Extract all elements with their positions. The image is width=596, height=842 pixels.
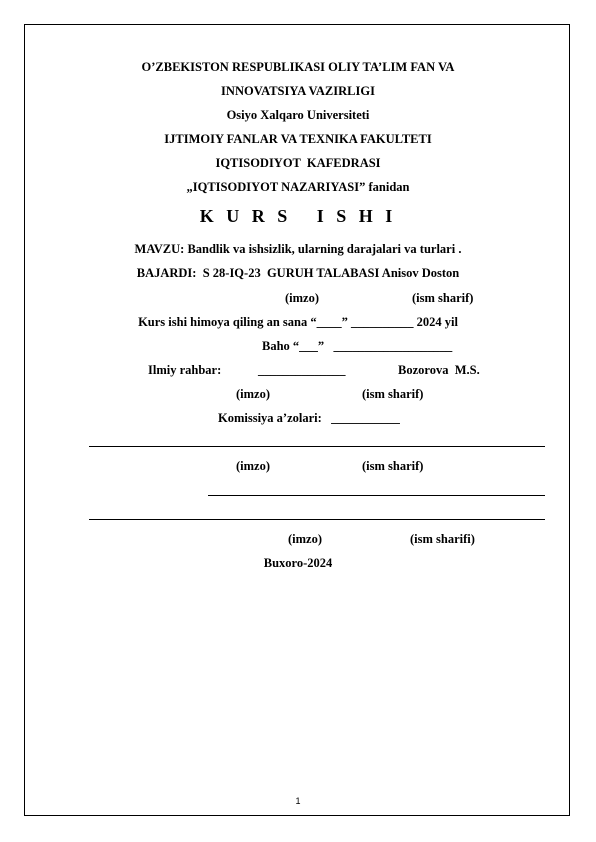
page-number: 1: [295, 796, 301, 806]
supervisor-blank: ______________: [258, 363, 346, 377]
signature-rule: [89, 446, 545, 447]
signature-label: (imzo): [236, 459, 271, 473]
author-line: BAJARDI: S 28-IQ-23 GURUH TALABASI Anisov Doston: [136, 266, 460, 280]
grade-line: Baho “___” ___________________: [262, 339, 453, 353]
signature-label: (imzo): [288, 532, 323, 546]
signature-rule: [208, 495, 545, 496]
signature-rule: [89, 519, 545, 520]
document-title: K U R S I S H I: [199, 206, 397, 226]
commission-line: Komissiya a’zolari: ___________: [218, 411, 400, 425]
university-name: Osiyo Xalqaro Universiteti: [226, 108, 370, 122]
name-label: (ism sharif): [362, 459, 424, 473]
city-year: Buxoro-2024: [263, 556, 333, 570]
name-label: (ism sharif): [362, 387, 424, 401]
supervisor-label: Ilmiy rahbar:: [148, 363, 222, 377]
ministry-line-1: O’ZBEKISTON RESPUBLIKASI OLIY TA’LIM FAN VA: [141, 60, 455, 74]
topic-line: MAVZU: Bandlik va ishsizlik, ularning darajalari va turlari .: [134, 242, 462, 256]
supervisor-name: Bozorova M.S.: [398, 363, 480, 377]
defense-date-line: Kurs ishi himoya qiling an sana “____” __________ 2024 yil: [138, 315, 458, 329]
name-label: (ism sharifi): [410, 532, 475, 546]
department-name: IQTISODIYOT KAFEDRASI: [215, 156, 381, 170]
subject-name: „IQTISODIYOT NAZARIYASI” fanidan: [186, 180, 410, 194]
signature-label: (imzo): [285, 291, 320, 305]
signature-label: (imzo): [236, 387, 271, 401]
name-label: (ism sharif): [412, 291, 474, 305]
ministry-line-2: INNOVATSIYA VAZIRLIGI: [221, 84, 375, 98]
faculty-name: IJTIMOIY FANLAR VA TEXNIKA FAKULTETI: [164, 132, 432, 146]
